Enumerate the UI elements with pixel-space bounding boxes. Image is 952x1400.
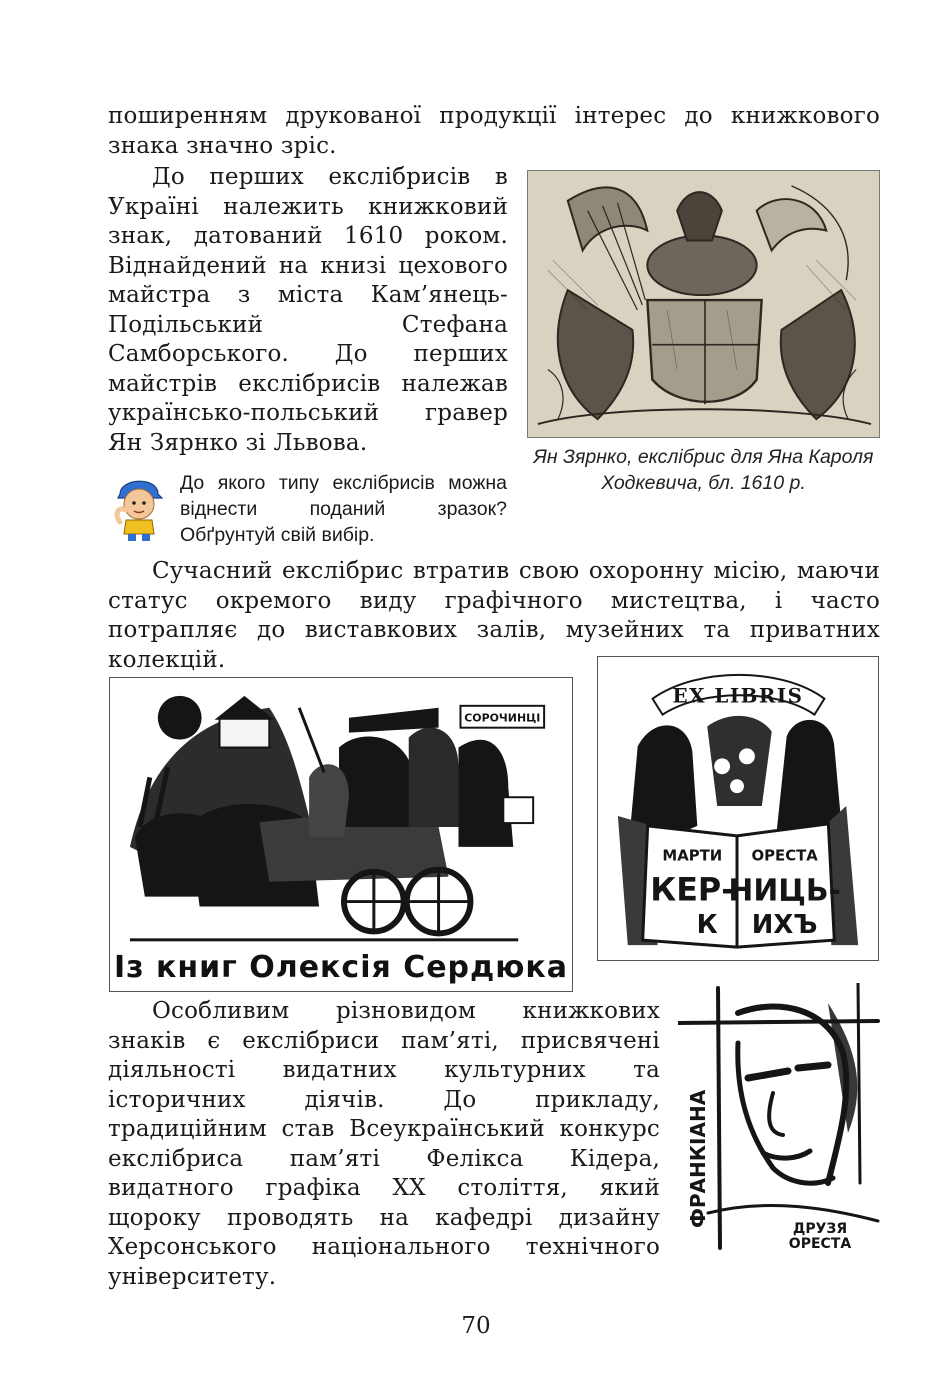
paragraph-first-exlibris: До перших екслібрисів в Україні належить книжковий знак, датований 1610 роком. Віднайдений на книзі цехового майстра з міста Кам’янець-Подільський Стефана Самборського. До перших майстрів екслібрисів належав українсько-польський гравер Ян Зярнко зі Львова. xyxy=(108,164,508,456)
book-small-right: ИХЪ xyxy=(751,910,818,941)
heraldic-exlibris-image xyxy=(527,170,880,438)
boy-mascot-icon xyxy=(106,470,170,542)
cart-exlibris-title: Із книг Олексія Сердюка xyxy=(113,950,569,985)
book-left-name: МАРТИ xyxy=(662,846,723,865)
paragraph-memory-exlibris: Особливим різновидом книжкових знаків є екслібриси пам’яті, присвячені діяльності видатних культурних та історичних діячів. До прикладу, традиційним став Всеукраїнський конкурс екслібриса пам’яті Фелікса Кідера, видатного графіка XX століття, який щороку проводять на кафедрі дизайну Херсонського національного технічного університету. xyxy=(108,998,660,1290)
page-number: 70 xyxy=(461,1313,491,1339)
exlibris-banner-text: EX LIBRIS xyxy=(672,683,804,708)
portrait-corner-text-1: ДРУЗЯ xyxy=(792,1221,848,1237)
cart-sign-text: СОРОЧИНЦІ xyxy=(464,711,541,725)
book-big-left: КЕР- xyxy=(650,872,735,909)
book-right-name: ОРЕСТА xyxy=(751,846,818,865)
paragraph-modern-exlibris: Сучасний екслібрис втратив свою охоронну місію, маючи статус окремого виду графічного мистецтва, і часто потрапляє до виставкових залів, музейних та приватних колекцій. xyxy=(108,558,880,673)
book-exlibris-image xyxy=(597,656,879,961)
question-text: До якого типу екслібрисів можна віднести поданий зразок? Обґрунтуй свій вибір. xyxy=(180,472,507,546)
portrait-vertical-text: ФРАНКІАНА xyxy=(686,1089,710,1228)
book-small-left: К xyxy=(696,910,718,941)
heraldic-exlibris-caption: Ян Зярнко, екслібрис для Яна Кароля Ходкевича, бл. 1610 р. xyxy=(533,446,874,494)
book-big-right: НИЦЬ- xyxy=(728,873,841,909)
portrait-exlibris-image xyxy=(678,983,883,1253)
paragraph-intro: поширенням друкованої продукції інтерес до книжкового знака значно зріс. xyxy=(108,103,880,159)
cart-exlibris-image xyxy=(109,677,573,992)
portrait-corner-text-2: ОРЕСТА xyxy=(788,1236,852,1252)
